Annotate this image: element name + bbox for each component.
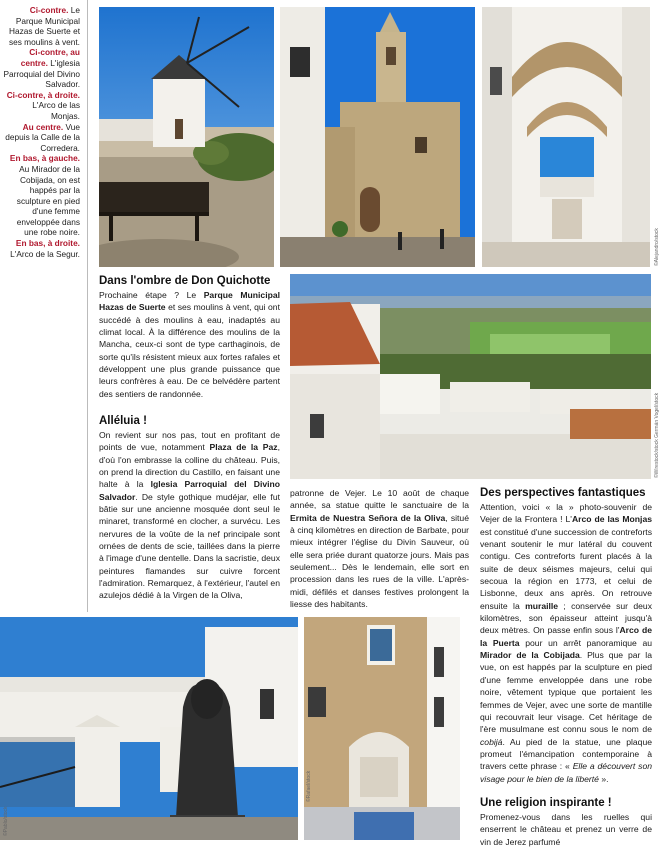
section-don-quichotte [99, 274, 280, 400]
caption-1: Ci-contre. Le Parque Municipal Hazas de Suerte et ses moulins à vent. [8, 5, 80, 47]
photo-church [280, 7, 475, 267]
caption-5: En bas, à gauche. Au Mirador de la Cobijada, on est happés par la sculpture en pied d'une femme enveloppée dans une robe noire. [9, 153, 80, 238]
credit-middle: ©Wirestock/stock Germán Vogel/stock [654, 392, 660, 478]
photo-arco-segur [304, 617, 460, 840]
credit-bottom-left: ©Pablo/stock [3, 806, 9, 836]
caption-column [2, 5, 80, 259]
section-alleluia-cont [290, 487, 469, 610]
section-perspectives [480, 486, 652, 785]
heading-alleluia: Alléluia ! [99, 415, 147, 427]
para-alleluia: On revient sur nos pas, tout en profitant de points de vue, notamment Plaza de la Paz, d'où l'on embrasse la colline du château. Puis, on prend la direction du Castillo, en faisant une halte à la Iglesia Parroquial del Divino Salvador. De style gothique mudéjar, elle fut bâtie sur une ancienne mosquée dont seul le minaret, transformé en clocher, a survécu. Les nervures de la voûte de la nef principale sont ornées de dents de scie, taillées dans la pierre à l'image d'une dentelle. Dans la sacristie, deux peintures flamandes sur cuivre forcent l'admiration. Remarquez, à l'extérieur, l'autel en azulejos dédié à la Virgen de la Oliva, [99, 430, 280, 601]
para-don-quichotte: Prochaine étape ? Le Parque Municipal Hazas de Suerte et ses moulins à vent, qui ont succédé à des moulins à eau, inadaptés au climat local. À la différence des moulins de la Mancha, ceux-ci sont de type carthaginois, de sorte qu'ils résistent mieux aux fortes rafales et développent une plus grande puissance que leurs confrères à eau. De ce belvédère partent des sentiers de randonnée. [99, 290, 281, 399]
photo-panorama [290, 274, 651, 479]
caption-6: En bas, à droite. L'Arco de la Segur. [10, 238, 80, 259]
caption-2: Ci-contre, au centre. L'iglesia Parroquial del Divino Salvador. [3, 47, 80, 90]
credit-bottom-mid: ©Rafael/stock [306, 770, 312, 802]
section-religion [480, 796, 652, 848]
photo-arch [482, 7, 650, 267]
credit-top-right: ©Alejandro/stock [654, 228, 660, 266]
para-religion: Promenez-vous dans les ruelles qui enserrent le château et prenez un verre de vin de Jerez parfumé [480, 812, 652, 847]
heading-don-quichotte: Dans l'ombre de Don Quichotte [99, 275, 271, 287]
section-alleluia [99, 414, 280, 602]
caption-4: Au centre. Vue depuis la Calle de la Corredera. [5, 121, 80, 153]
heading-perspectives: Des perspectives fantastiques [480, 487, 646, 499]
caption-divider [87, 0, 88, 612]
para-perspectives: Attention, voici « la » photo-souvenir de Vejer de la Frontera ! L'Arco de las Monjas est constitué d'une succession de contreforts venant soutenir le mur latéral du couvent contigu. Ces contreforts furent placés à la suite de deux séismes majeurs, celui qui secoua la région en 1773, et celui de Lisbonne, deux ans après. On retrouve ensuite la muraille ; conservée sur deux kilomètres, son épaisseur atteint jusqu'à deux mètres. On passe enfin sous l'Arco de la Puerta pour un arrêt panoramique au Mirador de la Cobijada. Plus que par la vue, on est happés par la sculpture en pied d'une femme enveloppée dans une robe noire, vêtement typique que portaient les femmes de Vejer, avec une sorte de mantille qui recouvrait leur visage. Cet héritage de l'ère musulmane est connu sous le nom de cobijá. Au pied de la statue, une plaque promeut l'émancipation contemporaine à travers cette phrase : « Elle a découvert son visage pour le bien de la liberté ». [480, 502, 653, 784]
caption-3: Ci-contre, à droite. L'Arco de las Monjas. [6, 89, 80, 121]
para-alleluia-cont: patronne de Vejer. Le 10 août de chaque année, sa statue quitte le sanctuaire de la Ermita de Nuestra Señora de la Oliva, situé à cinq kilomètres en direction de Barbate, pour mieux intégrer l'église du Divin Sauveur, où elle sera priée durant quatorze jours. Mais pas seulement... Dès le lendemain, elle sort en procession dans les rues de la ville. L'après-midi, défilés et danses festives prolongent la liesse des habitants. [290, 488, 469, 610]
heading-religion: Une religion inspirante ! [480, 797, 612, 809]
photo-windmill [99, 7, 274, 267]
photo-statue [0, 617, 298, 840]
